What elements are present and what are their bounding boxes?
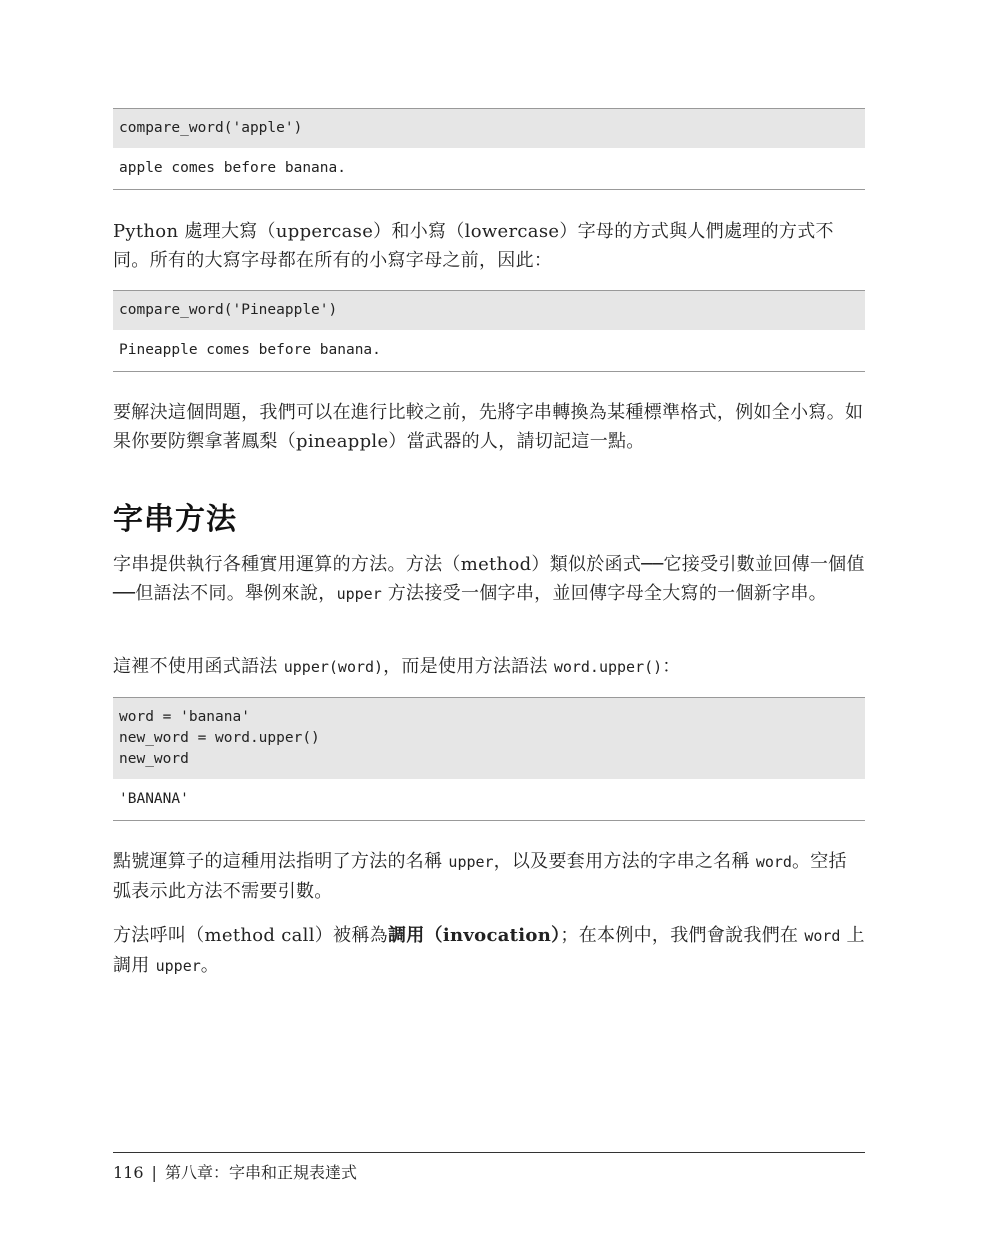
code-block-compare-pineapple <box>113 290 865 372</box>
code-output: 'BANANA' <box>113 779 865 820</box>
inline-code: word.upper() <box>553 658 663 676</box>
code-block-upper <box>113 697 865 821</box>
inline-code: word <box>755 853 792 871</box>
text-run: ，而是使用方法語法 <box>383 656 554 677</box>
text-run: 這裡不使用函式語法 <box>113 656 284 677</box>
text-run: 方法呼叫（method call）被稱為 <box>113 925 388 946</box>
text-run: ，以及要套用方法的字串之名稱 <box>493 851 756 872</box>
code-line: compare_word('apple') <box>119 120 303 136</box>
inline-code: upper <box>336 585 382 603</box>
code-line: compare_word('Pineapple') <box>119 302 338 318</box>
code-block-compare-apple <box>113 108 865 190</box>
paragraph-dot-operator <box>113 847 865 906</box>
code-output: apple comes before banana. <box>113 148 865 189</box>
page-number: 116 <box>113 1163 144 1182</box>
code-line: word = 'banana' <box>119 709 250 725</box>
text-run: ；在本例中，我們會說我們在 <box>560 925 805 946</box>
text-run: 。 <box>200 955 220 976</box>
paragraph-invocation <box>113 921 865 981</box>
footer-text <box>113 1160 865 1183</box>
paragraph-case-handling: Python 處理大寫（uppercase）和小寫（lowercase）字母的方式與人們處理的方式不同。所有的大寫字母都在所有的小寫字母之前，因此： <box>113 221 834 271</box>
inline-code: word <box>804 927 841 945</box>
code-input <box>113 698 865 779</box>
text-run: ： <box>662 656 681 677</box>
chapter-title: 第八章：字串和正規表達式 <box>164 1163 357 1182</box>
code-input <box>113 109 865 148</box>
text-run: 點號運算子的這種用法指明了方法的名稱 <box>113 851 449 872</box>
page-footer <box>113 1152 865 1183</box>
inline-code: upper(word) <box>283 658 384 676</box>
code-input <box>113 291 865 330</box>
code-output: Pineapple comes before banana. <box>113 330 865 371</box>
paragraph-string-methods <box>113 550 865 609</box>
text-run: 字串提供執行各種實用運算的方法。方法（method）類似於函式──它接受引數並回傳一個值──但語法不同。舉例來說， <box>113 554 865 604</box>
text-run: 上調用 <box>113 925 865 976</box>
paragraph-method-syntax <box>113 652 865 682</box>
paragraph-standard-format: 要解決這個問題，我們可以在進行比較之前，先將字串轉換為某種標準格式，例如全小寫。如果你要防禦拿著鳳梨（pineapple）當武器的人，請切記這一點。 <box>113 402 864 452</box>
text-run: 。空括弧表示此方法不需要引數。 <box>113 851 847 902</box>
code-line: new_word = word.upper() <box>119 730 320 746</box>
text-run: 方法接受一個字串，並回傳字母全大寫的一個新字串。 <box>381 583 827 604</box>
inline-code: upper <box>155 957 201 975</box>
bold-term: 調用（invocation） <box>387 925 561 946</box>
inline-code: upper <box>448 853 494 871</box>
footer-separator: | <box>151 1163 157 1182</box>
section-heading: 字串方法 <box>113 502 237 537</box>
code-line: new_word <box>119 751 189 767</box>
